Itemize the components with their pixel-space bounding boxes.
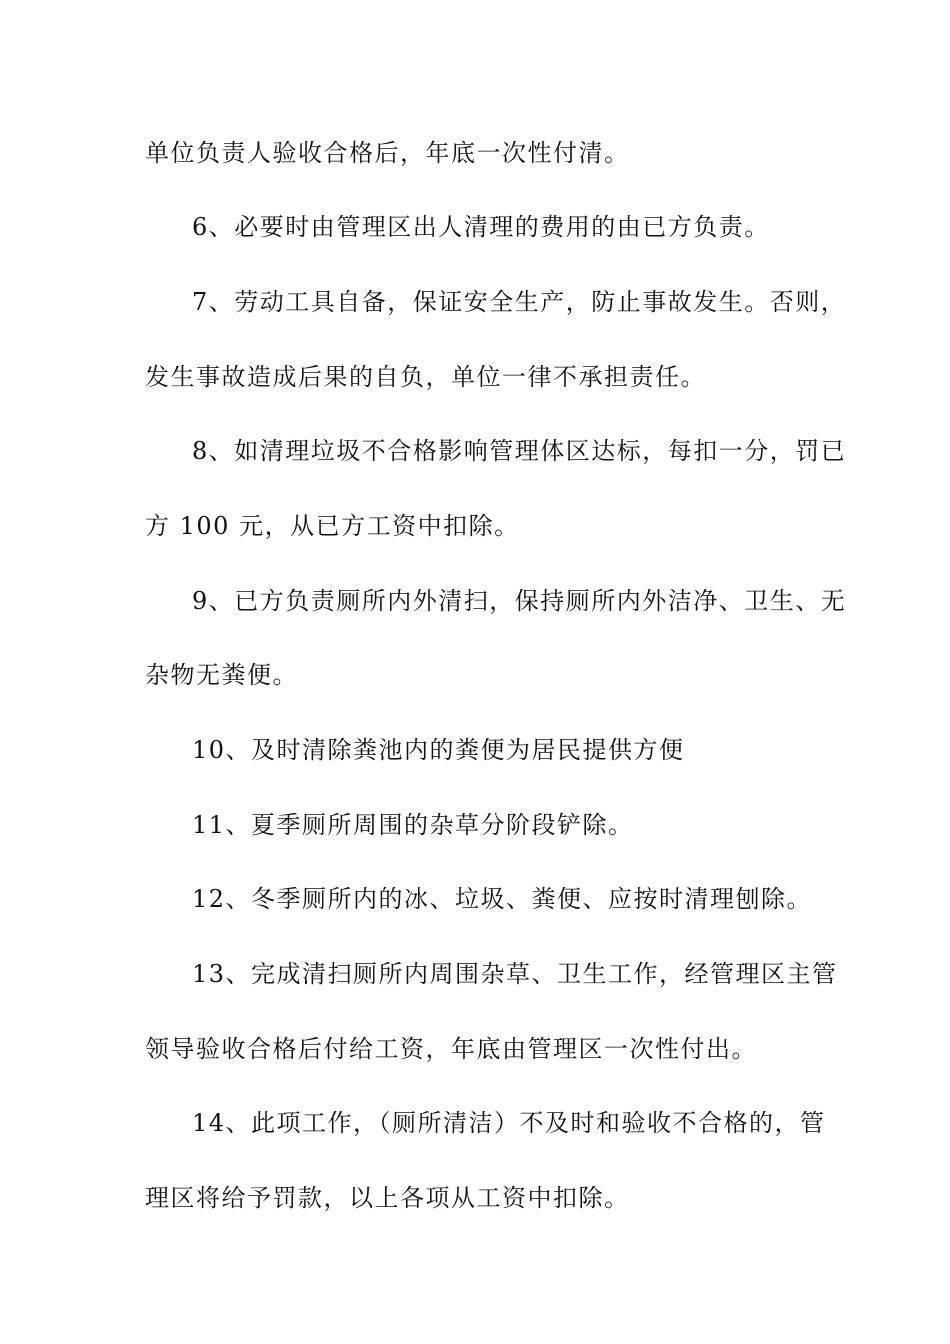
text-line: 13、完成清扫厕所内周围杂草、卫生工作，经管理区主管	[192, 960, 838, 988]
text-line: 10、及时清除粪池内的粪便为居民提供方便	[192, 736, 685, 764]
text-line: 单位负责人验收合格后，年底一次性付清。	[145, 139, 630, 167]
text-line: 杂物无粪便。	[145, 661, 298, 689]
text-line: 11、夏季厕所周围的杂草分阶段铲除。	[192, 811, 634, 839]
text-line: 9、已方负责厕所内外清扫，保持厕所内外洁净、卫生、无	[192, 587, 847, 615]
text-line: 发生事故造成后果的自负，单位一律不承担责任。	[145, 363, 706, 391]
text-line: 方 100 元，从已方工资中扣除。	[145, 512, 520, 540]
text-line: 12、冬季厕所内的冰、垃圾、粪便、应按时清理刨除。	[192, 885, 813, 913]
text-line: 领导验收合格后付给工资，年底由管理区一次性付出。	[145, 1035, 757, 1063]
text-line: 理区将给予罚款，以上各项从工资中扣除。	[145, 1184, 630, 1212]
text-line: 7、劳动工具自备，保证安全生产，防止事故发生。否则，	[192, 288, 847, 316]
text-line: 6、必要时由管理区出人清理的费用的由已方负责。	[192, 213, 770, 241]
text-line: 8、如清理垃圾不合格影响管理体区达标，每扣一分，罚已	[192, 437, 847, 465]
text-line: 14、此项工作，（厕所清洁）不及时和验收不合格的，管	[192, 1109, 826, 1137]
